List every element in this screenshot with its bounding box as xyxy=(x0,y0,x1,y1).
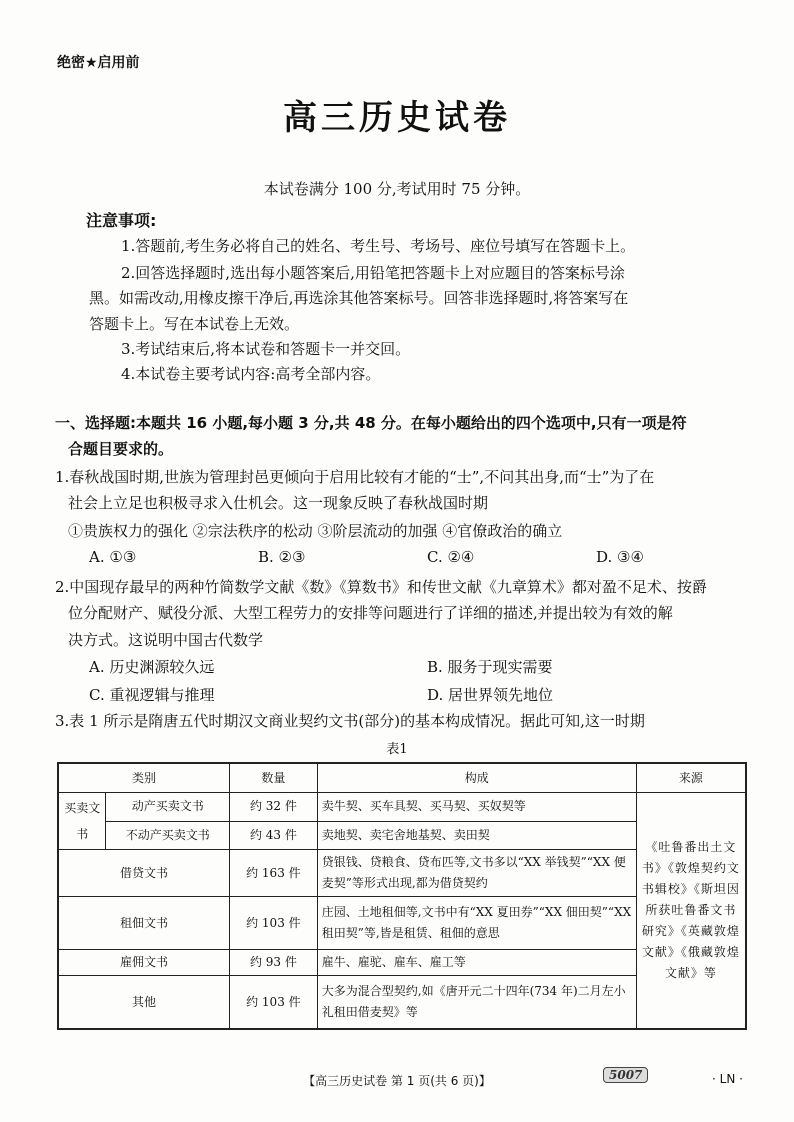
row-composition: 大多为混合型契约,如《唐开元二十四年(734 年)二月左小礼租田借麦契》等 xyxy=(317,976,636,1030)
q2-option-a: A. 历史渊源较久远 xyxy=(89,658,215,676)
row-category: 雇佣文书 xyxy=(58,950,230,976)
header-category: 类别 xyxy=(58,763,230,793)
q1-option-b: B. ②③ xyxy=(258,548,306,566)
exam-subtitle: 本试卷满分 100 分,考试用时 75 分钟。 xyxy=(263,180,531,198)
table-row xyxy=(58,793,746,822)
q2-option-d: D. 居世界领先地位 xyxy=(427,686,554,704)
section-heading: 一、选择题:本题共 16 小题,每小题 3 分,共 48 分。在每小题给出的四个选项中,只有一项是符 xyxy=(55,414,687,432)
q1-items: ①贵族权力的强化 ②宗法秩序的松动 ③阶层流动的加强 ④官僚政治的确立 xyxy=(68,522,563,540)
row-count: 约 163 件 xyxy=(230,850,318,897)
row-composition: 卖地契、卖宅舍地基契、卖田契 xyxy=(317,821,636,850)
q2-stem-line-2: 位分配财产、赋役分派、大型工程劳力的安排等问题进行了详细的描述,并提出较为有效的解 xyxy=(68,604,673,622)
q1-stem-line-1: 1.春秋战国时期,世族为管理封邑更倾向于启用比较有才能的“士”,不问其出身,而“士”为了在 xyxy=(55,468,655,486)
q1-stem-line-2: 社会上立足也积极寻求入仕机会。这一现象反映了春秋战国时期 xyxy=(68,494,489,512)
row-composition: 庄园、土地租佃等,文书中有“XX 夏田券”“XX 佃田契”“XX 租田契”等,皆是租赁、租佃的意思 xyxy=(317,897,636,950)
notice-line-5: 3.考试结束后,将本试卷和答题卡一并交回。 xyxy=(121,340,411,358)
q2-option-b: B. 服务于现实需要 xyxy=(427,658,553,676)
row-category: 不动产买卖文书 xyxy=(106,821,230,850)
group-label-buysell: 买卖文书 xyxy=(58,793,106,850)
notice-heading: 注意事项: xyxy=(86,211,157,230)
q1-option-c: C. ②④ xyxy=(427,548,475,566)
table-caption: 表1 xyxy=(386,742,408,757)
page-footer: 【高三历史试卷 第 1 页(共 6 页)】 xyxy=(303,1074,491,1088)
notice-line-4: 答题卡上。写在本试卷上无效。 xyxy=(89,315,300,333)
q2-stem-line-3: 决方式。这说明中国古代数学 xyxy=(68,631,264,649)
notice-line-2: 2.回答选择题时,选出每小题答案后,用铅笔把答题卡上对应题目的答案标号涂 xyxy=(121,264,625,282)
q1-option-d: D. ③④ xyxy=(596,548,644,566)
q3-stem: 3.表 1 所示是隋唐五代时期汉文商业契约文书(部分)的基本构成情况。据此可知,这一时期 xyxy=(55,712,645,730)
row-composition: 雇牛、雇驼、雇车、雇工等 xyxy=(317,950,636,976)
page-title: 高三历史试卷 xyxy=(283,98,511,138)
row-composition: 贷银钱、贷粮食、贷布匹等,文书多以“XX 举钱契”“XX 便麦契”等形式出现,都为借贷契约 xyxy=(317,850,636,897)
row-count: 约 43 件 xyxy=(230,821,318,850)
row-category: 其他 xyxy=(58,976,230,1030)
row-category: 租佃文书 xyxy=(58,897,230,950)
notice-line-1: 1.答题前,考生务必将自己的姓名、考生号、考场号、座位号填写在答题卡上。 xyxy=(121,237,636,255)
q2-stem-line-1: 2.中国现存最早的两种竹简数学文献《数》《算数书》和传世文献《九章算术》都对盈不足术、按爵 xyxy=(55,578,707,596)
header-source: 来源 xyxy=(636,763,746,793)
row-category: 借贷文书 xyxy=(58,850,230,897)
region-code: · LN · xyxy=(712,1072,743,1086)
notice-line-6: 4.本试卷主要考试内容:高考全部内容。 xyxy=(121,365,381,383)
row-count: 约 93 件 xyxy=(230,950,318,976)
row-composition: 卖牛契、买车具契、买马契、买奴契等 xyxy=(317,793,636,822)
confidential-label: 绝密★启用前 xyxy=(57,55,140,71)
contract-table xyxy=(57,762,747,1030)
section-heading-cont: 合题目要求的。 xyxy=(68,440,174,458)
row-category: 动产买卖文书 xyxy=(106,793,230,822)
row-count: 约 103 件 xyxy=(230,976,318,1030)
paper-code-stamp: 5007 xyxy=(603,1067,648,1083)
notice-line-3: 黑。如需改动,用橡皮擦干净后,再选涂其他答案标号。回答非选择题时,将答案写在 xyxy=(89,289,629,307)
row-count: 约 103 件 xyxy=(230,897,318,950)
header-composition: 构成 xyxy=(317,763,636,793)
q1-option-a: A. ①③ xyxy=(89,548,137,566)
q2-option-c: C. 重视逻辑与推理 xyxy=(89,686,215,704)
header-count: 数量 xyxy=(230,763,318,793)
row-count: 约 32 件 xyxy=(230,793,318,822)
table-header-row xyxy=(58,763,746,793)
source-cell: 《吐鲁番出土文书》《敦煌契约文书辑校》《斯坦因所获吐鲁番文书研究》《英藏敦煌文献》《俄藏敦煌文献》等 xyxy=(636,793,746,1030)
